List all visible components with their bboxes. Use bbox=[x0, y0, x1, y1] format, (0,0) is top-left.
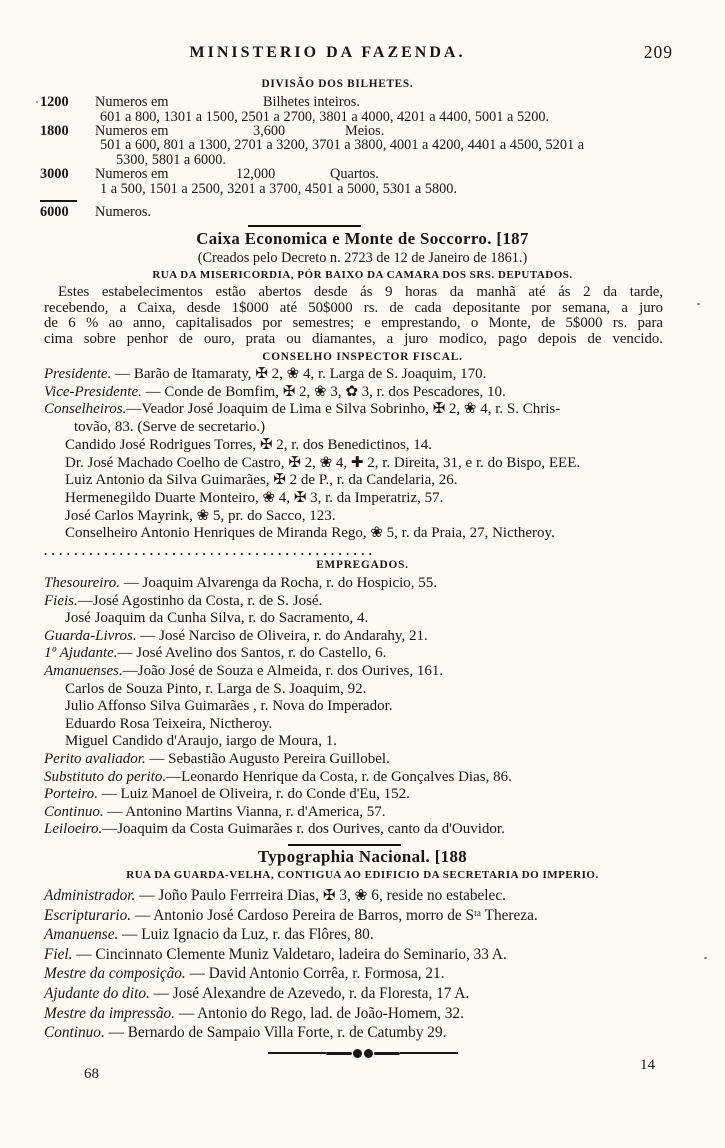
typographia-section bbox=[0, 844, 725, 1043]
bilhetes-row bbox=[0, 95, 725, 109]
entry-text: — Luiz Ignacio da Luz, r. das Flôres, 80. bbox=[118, 926, 374, 944]
directory-entry bbox=[44, 751, 673, 769]
directory-entry bbox=[44, 945, 673, 965]
role-label: Escripturario. bbox=[44, 906, 132, 924]
typographia-title: Typographia Nacional. [188 bbox=[257, 846, 468, 866]
range-line: 601 a 800, 1301 a 1500, 2501 a 2700, 3801 a 4000, 4201 a 4400, 5001 a 5200. bbox=[100, 108, 550, 125]
role-label: Continuo. bbox=[44, 803, 104, 820]
row-type: Meios. bbox=[345, 123, 385, 140]
entry-text: — Barão de Itamaraty, ✠ 2, ❀ 4, r. Larga de S. Joaquim, 170. bbox=[111, 366, 487, 383]
directory-entry bbox=[44, 419, 673, 437]
entry-text: —João José de Souza e Almeida, r. dos Ourives, 161. bbox=[122, 663, 444, 680]
entry-text: Eduardo Rosa Teixeira, Nictheroy. bbox=[65, 715, 273, 732]
entry-text: — Cincinnato Clemente Muniz Valdetaro, ladeira do Seminario, 33 A. bbox=[72, 945, 507, 963]
directory-entry bbox=[44, 925, 673, 945]
directory-entry bbox=[44, 681, 673, 699]
role-label: Porteiro. bbox=[44, 786, 99, 803]
ornament-cap bbox=[326, 1052, 352, 1055]
row-type: Quartos. bbox=[330, 166, 379, 183]
row-qty: 12,000 bbox=[236, 166, 276, 183]
directory-entry bbox=[44, 384, 673, 402]
tailpiece-ornament bbox=[0, 1048, 725, 1059]
entry-text: — Antonino Martins Vianna, r. d'America, 57. bbox=[103, 803, 386, 820]
role-label: Perito avaliador. bbox=[44, 751, 146, 768]
role-label: Substituto do perito. bbox=[44, 768, 167, 785]
directory-entry bbox=[44, 733, 673, 751]
directory-entry bbox=[44, 593, 673, 611]
role-label: 1º Ajudante. bbox=[44, 645, 118, 662]
entry-text: — Luiz Manoel de Oliveira, r. do Conde d'Eu, 152. bbox=[98, 786, 410, 803]
ornament-line bbox=[268, 1052, 326, 1054]
directory-entry bbox=[44, 645, 673, 663]
ornament-cap bbox=[374, 1052, 400, 1055]
ornament-line bbox=[400, 1052, 458, 1054]
entry-text: — José Avelino dos Santos, r. do Castello, 6. bbox=[117, 645, 387, 662]
entry-text: —Joaquim da Costa Guimarães r. dos Ourives, canto da d'Ouvidor. bbox=[102, 821, 505, 838]
empregados-entries bbox=[0, 575, 725, 839]
role-label: Administrador. bbox=[44, 886, 136, 904]
directory-entry bbox=[44, 906, 673, 926]
page-number: 209 bbox=[643, 42, 673, 62]
ornament-ball bbox=[353, 1049, 362, 1058]
entry-text: — José Alexandre de Azevedo, r. da Floresta, 17 A. bbox=[149, 984, 470, 1002]
entry-text: tovão, 83. (Serve de secretario.) bbox=[74, 419, 266, 436]
entry-text: Hermenegildo Duarte Monteiro, ❀ 4, ✠ 3, r. da Imperatriz, 57. bbox=[65, 489, 444, 506]
row-qty: 3,600 bbox=[253, 123, 286, 140]
role-label: Amanuense. bbox=[44, 926, 119, 944]
directory-entry bbox=[44, 610, 673, 628]
row-count: 3000 bbox=[40, 166, 69, 183]
directory-entry bbox=[44, 886, 673, 906]
caixa-title: Caixa Economica e Monte de Soccorro. [187 bbox=[196, 229, 529, 249]
directory-entry bbox=[44, 716, 673, 734]
bilhetes-row bbox=[0, 124, 725, 138]
total-rule bbox=[40, 200, 77, 202]
range-line: 1 a 500, 1501 a 2500, 3201 a 3700, 4501 a 5000, 5301 a 5800. bbox=[100, 180, 457, 197]
directory-entry bbox=[44, 525, 673, 543]
row-count: 1800 bbox=[40, 123, 69, 140]
directory-entry bbox=[44, 455, 673, 473]
role-label: Vice-Presidente. bbox=[44, 383, 142, 400]
entry-text: José Carlos Mayrink, ❀ 5, pr. do Sacco, 123. bbox=[65, 507, 336, 524]
directory-entry bbox=[44, 437, 673, 455]
page-header bbox=[0, 0, 725, 66]
role-label: Leiloeiro. bbox=[44, 821, 103, 838]
paragraph-line: cima sobre penhor de ouro, prata ou diamantes, a juro modico, pago depois de vencido. bbox=[44, 330, 663, 347]
directory-entry bbox=[44, 1004, 673, 1024]
directory-entry bbox=[44, 821, 673, 839]
role-label: Fiel. bbox=[44, 945, 73, 963]
entry-text: — Bernardo de Sampaio Villa Forte, r. de Catumby 29. bbox=[104, 1024, 447, 1042]
role-label: Conselheiros. bbox=[44, 401, 127, 418]
section-divider bbox=[288, 844, 401, 846]
role-label: Amanuenses. bbox=[44, 663, 123, 680]
paragraph-line: Estes estabelecimentos estão abertos desde ás 9 horas da manhã até ás 2 da tarde, bbox=[58, 284, 663, 301]
role-label: Continuo. bbox=[44, 1024, 105, 1042]
page-title: MINISTERIO DA FAZENDA. bbox=[189, 44, 466, 61]
directory-entry bbox=[44, 575, 673, 593]
scan-speck bbox=[697, 303, 700, 305]
entry-text: José Joaquim da Cunha Silva, r. do Sacramento, 4. bbox=[65, 610, 369, 627]
role-label: Mestre da composição. bbox=[44, 965, 186, 983]
typographia-entries bbox=[0, 886, 725, 1043]
row-label: Numeros em bbox=[95, 166, 169, 183]
directory-entry bbox=[44, 964, 673, 984]
entry-text: — Joño Paulo Ferrreira Dias, ✠ 3, ❀ 6, reside no estabelec. bbox=[135, 886, 506, 904]
directory-entry bbox=[44, 984, 673, 1004]
caixa-section bbox=[0, 225, 725, 839]
entry-text: Luiz Antonio da Silva Guimarães, ✠ 2 de P., r. da Candelaria, 26. bbox=[65, 472, 458, 489]
entry-text: —Leonardo Henrique da Costa, r. de Gonçalves Dias, 86. bbox=[166, 768, 512, 785]
paragraph-line: recebendo, a Caixa, desde 1$000 até 50$000 rs. de cada depositante por semana, a juro bbox=[44, 299, 663, 316]
typographia-address: RUA DA GUARDA-VELHA, CONTIGUA AO EDIFICIO DA SECRETARIA DO IMPERIO. bbox=[126, 868, 599, 881]
row-count: 1200 bbox=[40, 94, 69, 111]
caixa-subtitle: (Creados pelo Decreto n. 2723 de 12 de Janeiro de 1861.) bbox=[197, 250, 528, 267]
entry-text: Julio Affonso Silva Guimarães , r. Nova do Imperador. bbox=[65, 698, 393, 715]
directory-entry bbox=[44, 472, 673, 490]
directory-entry bbox=[44, 508, 673, 526]
bilhetes-section bbox=[0, 77, 725, 219]
range-line: 5300, 5801 a 6000. bbox=[116, 151, 226, 168]
caixa-address: RUA DA MISERICORDIA, PÓR BAIXO DA CAMARA DOS SRS. DEPUTADOS. bbox=[152, 269, 573, 282]
signature-mark-left: 68 bbox=[84, 1066, 99, 1082]
directory-entry bbox=[44, 663, 673, 681]
entry-text: Candido José Rodrigues Torres, ✠ 2, r. dos Benedictinos, 14. bbox=[65, 436, 433, 453]
entry-text: —Veador José Joaquim de Lima e Silva Sobrinho, ✠ 2, ❀ 4, r. S. Chris- bbox=[126, 401, 561, 418]
row-label: Numeros. bbox=[95, 204, 151, 221]
row-label: Numeros em bbox=[95, 94, 169, 111]
entry-text: — José Narciso de Oliveira, r. do Andarahy, 21. bbox=[136, 627, 428, 644]
scan-speck bbox=[36, 101, 38, 103]
entry-text: —José Agostinho da Costa, r. de S. José. bbox=[77, 592, 323, 609]
directory-entry bbox=[44, 769, 673, 787]
dotted-separator: ............................................ bbox=[44, 543, 377, 559]
bilhetes-heading: DIVISÃO DOS BILHETES. bbox=[261, 78, 414, 90]
caixa-paragraph bbox=[0, 285, 725, 347]
directory-entry bbox=[44, 804, 673, 822]
scan-speck bbox=[704, 957, 707, 959]
bilhetes-row bbox=[0, 167, 725, 181]
entry-text: — Sebastião Augusto Pereira Guillobel. bbox=[145, 751, 390, 768]
entry-text: — Conde de Bomfim, ✠ 2, ❀ 3, ✿ 3, r. dos Pescadores, 10. bbox=[141, 383, 506, 400]
entry-text: — Antonio José Cardoso Pereira de Barros, morro de Sᵗᵃ Thereza. bbox=[131, 906, 538, 924]
directory-entry bbox=[44, 698, 673, 716]
directory-entry bbox=[44, 490, 673, 508]
conselho-heading: CONSELHO INSPECTOR FISCAL. bbox=[262, 351, 463, 364]
row-type: Bilhetes inteiros. bbox=[263, 94, 360, 111]
role-label: Thesoureiro. bbox=[44, 575, 120, 592]
row-label: Numeros em bbox=[95, 123, 169, 140]
entry-text: — Joaquim Alvarenga da Rocha, r. do Hospicio, 55. bbox=[119, 575, 438, 592]
entry-text: Miguel Candido d'Araujo, iargo de Moura, 1. bbox=[65, 733, 337, 750]
ornament-ball bbox=[364, 1049, 373, 1058]
bilhetes-total-row bbox=[0, 205, 725, 219]
signature-mark-right: 14 bbox=[640, 1057, 655, 1073]
empregados-heading: EMPREGADOS. bbox=[316, 559, 409, 572]
paragraph-line: de 6 % ao anno, capitalisados por semestres; e emprestando, o Monte, de 5$000 rs. para bbox=[44, 315, 663, 332]
section-divider bbox=[248, 225, 361, 227]
directory-entry bbox=[44, 401, 673, 419]
role-label: Fieis. bbox=[44, 592, 78, 609]
range-line: 501 a 600, 801 a 1300, 2701 a 3200, 3701 a 3800, 4001 a 4200, 4401 a 4500, 5201 a bbox=[100, 137, 585, 154]
entry-text: Dr. José Machado Coelho de Castro, ✠ 2, ❀ 4, ✚ 2, r. Direita, 31, e r. do Bispo, EEE. bbox=[65, 454, 581, 471]
entry-text: Conselheiro Antonio Henriques de Miranda Rego, ❀ 5, r. da Praia, 27, Nictheroy. bbox=[65, 525, 555, 542]
role-label: Ajudante do dito. bbox=[44, 984, 150, 1002]
entry-text: — Antonio do Rego, lad. de João-Homem, 32. bbox=[175, 1004, 464, 1022]
directory-entry bbox=[44, 786, 673, 804]
row-count: 6000 bbox=[40, 204, 69, 221]
role-label: Presidente. bbox=[44, 366, 112, 383]
role-label: Guarda-Livros. bbox=[44, 627, 137, 644]
role-label: Mestre da impressão. bbox=[44, 1004, 176, 1022]
directory-entry bbox=[44, 628, 673, 646]
entry-text: Carlos de Souza Pinto, r. Larga de S. Joaquim, 92. bbox=[65, 680, 367, 697]
directory-entry bbox=[44, 1023, 673, 1043]
conselho-entries bbox=[0, 366, 725, 543]
directory-entry bbox=[44, 366, 673, 384]
entry-text: — David Antonio Corrêa, r. Formosa, 21. bbox=[185, 965, 445, 983]
